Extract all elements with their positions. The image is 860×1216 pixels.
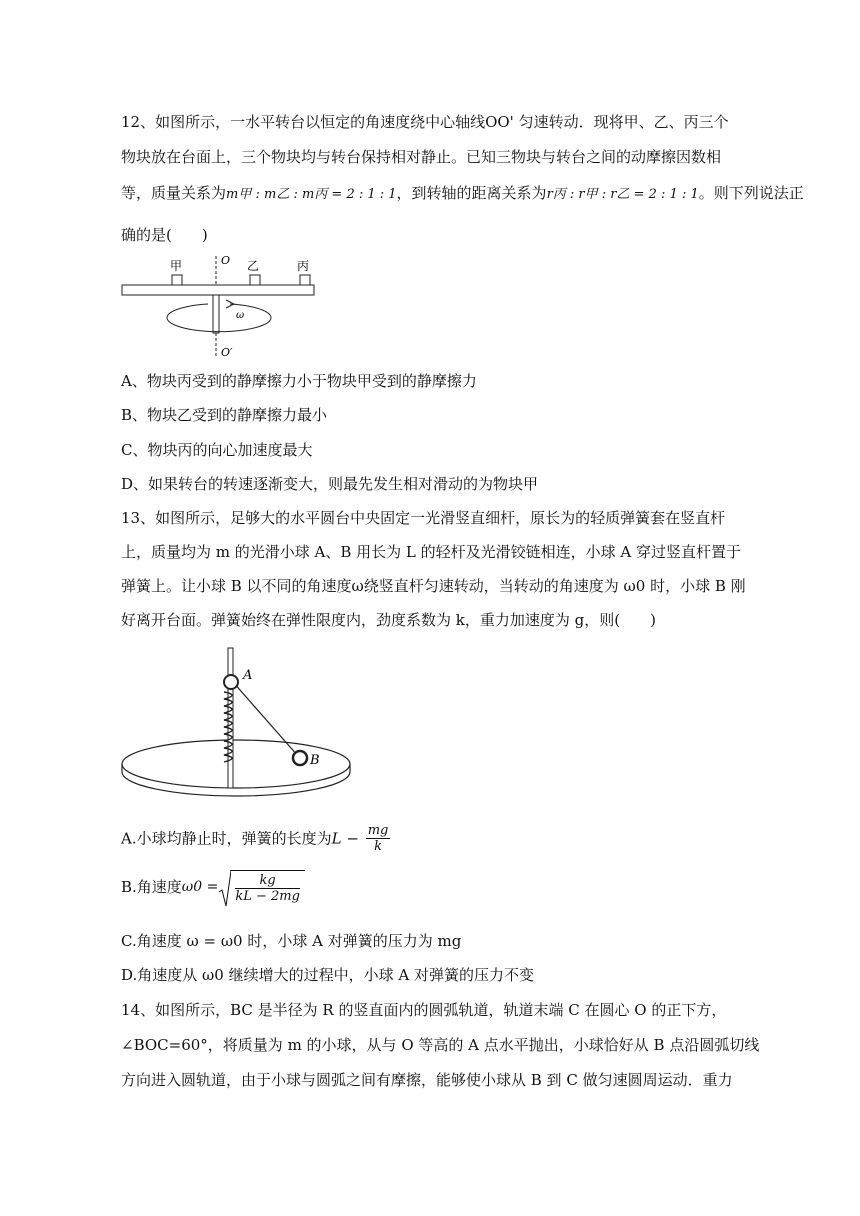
label-yi: 乙: [247, 259, 260, 273]
q13-option-c: C.角速度 ω = ω0 时，小球 A 对弹簧的压力为 mg: [121, 932, 462, 950]
q12-option-b: B、物块乙受到的静摩擦力最小: [121, 406, 328, 424]
fraction-numerator: mg: [367, 823, 389, 838]
q12-option-a: A、物块丙受到的静摩擦力小于物块甲受到的静摩擦力: [121, 372, 477, 390]
q13-option-b-omega: ω0 =: [181, 879, 219, 895]
q12-line-3-a: 等，质量关系为: [121, 184, 227, 202]
q12-line-3-b: ，到转轴的距离关系为: [396, 184, 547, 202]
q12-line-3-c: 。则下列说法正: [698, 184, 804, 202]
q13-option-a-l: L: [331, 829, 342, 848]
q13-line-2: 上，质量均为 m 的光滑小球 A、B 用长为 L 的轻杆及光滑铰链相连，小球 A 穿过竖直杆置于: [121, 543, 742, 561]
q13-option-b-fraction: [235, 873, 300, 904]
q13-line-1: 13、如图所示，足够大的水平圆台中央固定一光滑竖直细杆，原长为的轻质弹簧套在竖直杆: [121, 509, 726, 527]
q13-option-a-text: A.小球均静止时，弹簧的长度为: [121, 829, 332, 848]
q13-option-a-minus: −: [341, 829, 364, 848]
sqrt-expression: [218, 870, 305, 904]
q13-option-a: [121, 823, 392, 854]
q12-line-4: 确的是( ): [121, 226, 208, 244]
q13-line-4: 好离开台面。弹簧始终在弹性限度内，劲度系数为 k，重力加速度为 g，则( ): [121, 611, 656, 629]
radical-sign: [218, 870, 231, 908]
q12-line-3: [121, 183, 804, 205]
label-o-prime: O′: [221, 346, 233, 359]
q13-option-a-fraction: [366, 823, 391, 854]
fraction-denominator: k: [374, 839, 382, 854]
q13-spring-figure: [120, 642, 352, 806]
q12-line-1: 12、如图所示，一水平转台以恒定的角速度绕中心轴线OO' 匀速转动．现将甲、乙、丙三个: [121, 113, 729, 131]
label-omega: ω: [236, 310, 245, 321]
block-jia: [172, 275, 182, 285]
ball-a: [224, 675, 238, 689]
label-bing: 丙: [297, 259, 310, 273]
fraction-numerator: kg: [235, 873, 300, 889]
q12-option-c: C、物块丙的向心加速度最大: [121, 441, 313, 459]
axis-shaft: [213, 295, 219, 333]
ball-b: [293, 751, 307, 765]
q12-line-2: 物块放在台面上，三个物块均与转台保持相对静止。已知三物块与转台之间的动摩擦因数相: [121, 148, 722, 166]
label-a: A: [243, 668, 253, 683]
block-bing: [300, 275, 310, 285]
q13-option-b: [121, 870, 305, 904]
q14-line-1: 14、如图所示，BC 是半径为 R 的竖直面内的圆弧轨道，轨道末端 C 在圆心 O 的正下方，: [121, 1001, 727, 1019]
block-yi: [250, 275, 260, 285]
q12-mass-ratio: m甲 : m乙 : m丙 = 2 : 1 : 1: [226, 187, 397, 202]
q13-line-3: 弹簧上。让小球 B 以不同的角速度ω绕竖直杆匀速转动，当转动的角速度为 ω0 时，小球 B 刚: [121, 577, 746, 595]
q13-option-d: D.角速度从 ω0 继续增大的过程中，小球 A 对弹簧的压力不变: [121, 966, 534, 984]
label-o: O: [221, 254, 231, 267]
q14-line-3: 方向进入圆轨道，由于小球与圆弧之间有摩擦，能够使小球从 B 到 C 做匀速圆周运动．重力: [121, 1071, 733, 1089]
q12-option-d: D、如果转台的转速逐渐变大，则最先发生相对滑动的为物块甲: [121, 475, 539, 493]
fraction-denominator: kL − 2mg: [235, 889, 300, 904]
q14-line-2: ∠BOC=60°，将质量为 m 的小球，从与 O 等高的 A 点水平抛出，小球恰好从 B 点沿圆弧切线: [121, 1036, 760, 1054]
q13-option-b-text: B.角速度: [121, 878, 182, 896]
q12-turntable-figure: [118, 248, 323, 363]
turntable-plate: [122, 285, 314, 295]
label-b: B: [310, 753, 320, 768]
q12-dist-ratio: r丙 : r甲 : r乙 = 2 : 1 : 1: [546, 187, 699, 202]
label-jia: 甲: [170, 259, 183, 273]
